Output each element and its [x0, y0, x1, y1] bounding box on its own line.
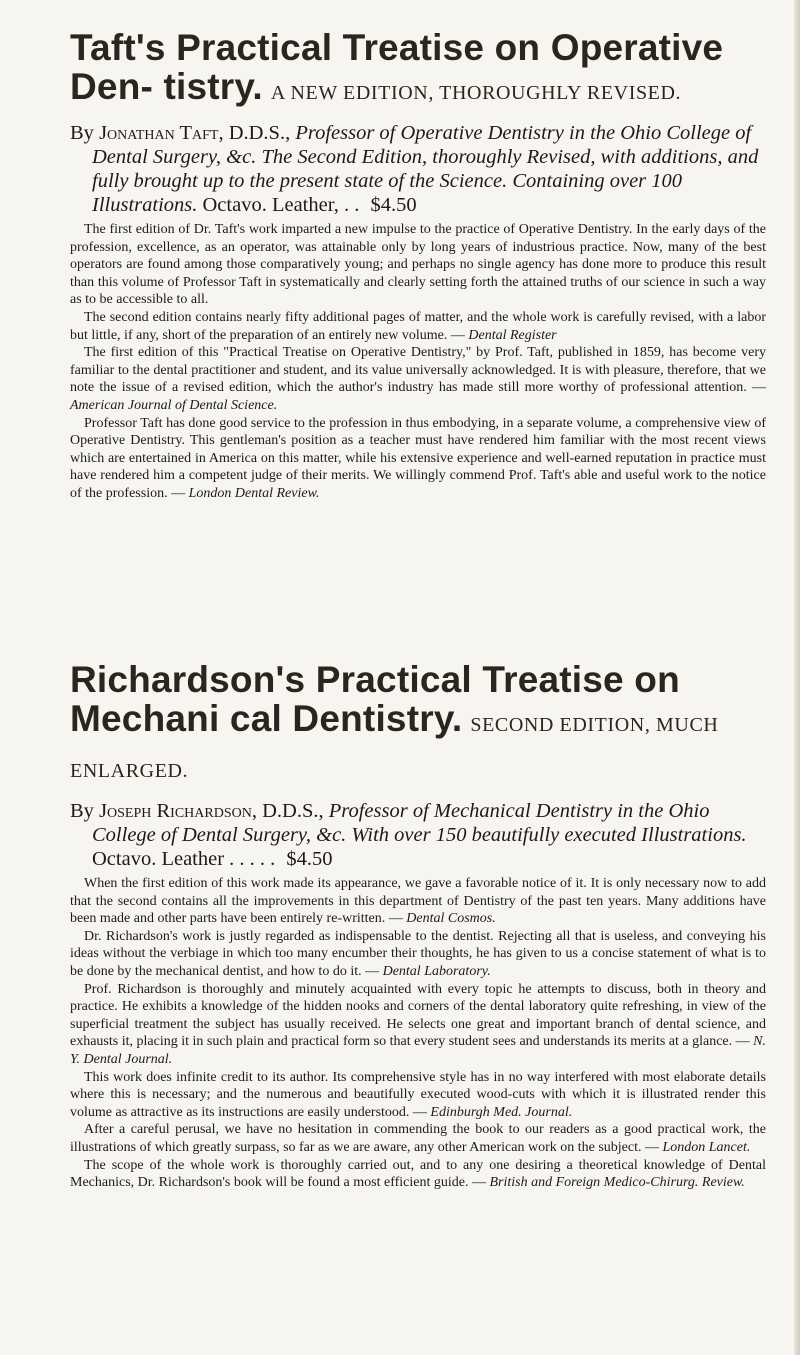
review-paragraph: Professor Taft has done good service to the profession in thus embodying, in a separate volume, a comprehensive view of Operative Dentistry. This gentleman's position as a teacher must have rendered him familiar with the most recent views which are entertained in America on this matter, while his extensive experience and well-earned reputation in practice must have rendered him a competent judge of their merits. We willingly commend Prof. Taft's able and useful work to the notice of the profession. — London Dental Review.	[70, 415, 766, 501]
author-name: Joseph Richardson	[99, 800, 252, 822]
book-byline	[70, 799, 766, 871]
book-edition-note: A NEW EDITION, THOROUGHLY REVISED.	[270, 82, 682, 104]
book-edition-note: SECOND EDITION, MUCH ENLARGED.	[70, 714, 719, 782]
review-source: Dental Cosmos.	[406, 911, 496, 927]
review-paragraph: The second edition contains nearly fifty additional pages of matter, and the whole work is carefully revised, with a labor but little, if any, short of the preparation of an entirely new volume. — Dental Register	[70, 309, 766, 343]
book-byline	[70, 121, 766, 217]
author-name: Jonathan Taft	[99, 122, 219, 144]
review-paragraph: Prof. Richardson is thoroughly and minutely acquainted with every topic he attempts to discuss, both in theory and practice. He exhibits a knowledge of the hidden nooks and corners of the dental laboratory quite refreshing, in view of the superficial treatment the subject has usually received. He selects one great and important branch of dental science, and exhausts it, placing it in such plain and practical form so that every student sees and understands its merits at a glance. — N. Y. Dental Journal.	[70, 981, 766, 1067]
book-price: $4.50	[286, 848, 333, 870]
author-degree: , D.D.S.,	[218, 122, 291, 144]
review-source: Dental Register	[468, 327, 557, 343]
review-paragraph: After a careful perusal, we have no hesitation in commending the book to our readers as a good practical work, the illustrations of which greatly surpass, so far as we are aware, any other American work on the subject. — London Lancet.	[70, 1122, 766, 1155]
review-source: London Lancet.	[662, 1139, 751, 1155]
author-prefix: By	[70, 122, 94, 144]
review-paragraph: The first edition of this "Practical Treatise on Operative Dentistry," by Prof. Taft, published in 1859, has become very familiar to the dental practitioner and student, and its value universally acknowledged. It is with pleasure, therefore, that we note the issue of a revised edition, which the author's industry has made still more worthy of professional attention. — American Journal of Dental Science.	[70, 345, 766, 413]
review-paragraph: When the first edition of this work made its appearance, we gave a favorable notice of it. It is only necessary now to add that the second contains all the improvements in this department of Dentistry of the past ten years. Many additions have been made and other parts have been entirely re-written. — Dental Cosmos.	[70, 876, 766, 927]
review-source: American Journal of Dental Science.	[70, 397, 278, 413]
price-leader: . . . . .	[229, 848, 276, 870]
book-entry-taft	[70, 28, 766, 503]
reviews	[70, 875, 766, 1192]
review-source: Edinburgh Med. Journal.	[430, 1104, 573, 1120]
reviews	[70, 221, 766, 503]
price-leader: . .	[343, 194, 360, 216]
review-source: London Dental Review.	[188, 485, 320, 501]
book-description: Professor of Operative Dentistry in the Ohio College of Dental Surgery, &c. The Second Edition, thoroughly Revised, with additions, and fully brought up to the present state of the Science. Containing over 100 Illustrations.	[92, 122, 759, 216]
author-prefix: By	[70, 800, 94, 822]
book-description: Professor of Mechanical Dentistry in the Ohio College of Dental Surgery, &c. With over 150 beautifully executed Illustrations.	[92, 800, 747, 846]
book-title-text: Richardson's Practical Treatise on Mechani cal Dentistry.	[70, 659, 680, 739]
book-title-text: Taft's Practical Treatise on Operative Den- tistry.	[70, 27, 724, 107]
book-format: Octavo. Leather	[92, 848, 225, 870]
book-entry-richardson	[70, 660, 766, 1192]
review-source: British and Foreign Medico-Chirurg. Review.	[489, 1175, 745, 1191]
page-edge-shadow	[794, 0, 800, 1355]
review-paragraph: Dr. Richardson's work is justly regarded as indispensable to the dentist. Rejecting all that is useless, and conveying his ideas without the verbiage in which too many encumber their thoughts, he has given to us a concise statement of what is to be done by the mechanical dentist, and how to do it. — Dental Laboratory.	[70, 928, 766, 979]
review-paragraph: The first edition of Dr. Taft's work imparted a new impulse to the practice of Operative Dentistry. In the early days of the profession, excellence, as an operator, was attainable only by long years of industrious practice. Now, many of the best operators are found among those comparatively young; and perhaps no single agency has done more to produce this result than this volume of Professor Taft in systematically and clearly setting forth the attained truths of our science in such a way as to be accessible to all.	[70, 222, 766, 308]
book-title	[70, 28, 766, 113]
review-paragraph: The scope of the whole work is thoroughly carried out, and to any one desiring a theoretical knowledge of Dental Mechanics, Dr. Richardson's book will be found a most efficient guide. — British and Foreign Medico-Chirurg. Review.	[70, 1157, 766, 1191]
book-title	[70, 660, 766, 791]
review-source: Dental Laboratory.	[382, 963, 491, 979]
book-price: $4.50	[370, 194, 417, 216]
author-degree: , D.D.S.,	[251, 800, 324, 822]
review-source: N. Y. Dental Journal.	[70, 1034, 766, 1067]
review-paragraph: This work does infinite credit to its author. Its comprehensive style has in no way interfered with most elaborate details where this is necessary; and the numerous and beautifully executed wood-cuts with which it is illustrated render this volume as attractive as its instructions are easily understood. — Edinburgh Med. Journal.	[70, 1069, 766, 1120]
book-format: Octavo. Leather,	[202, 194, 339, 216]
